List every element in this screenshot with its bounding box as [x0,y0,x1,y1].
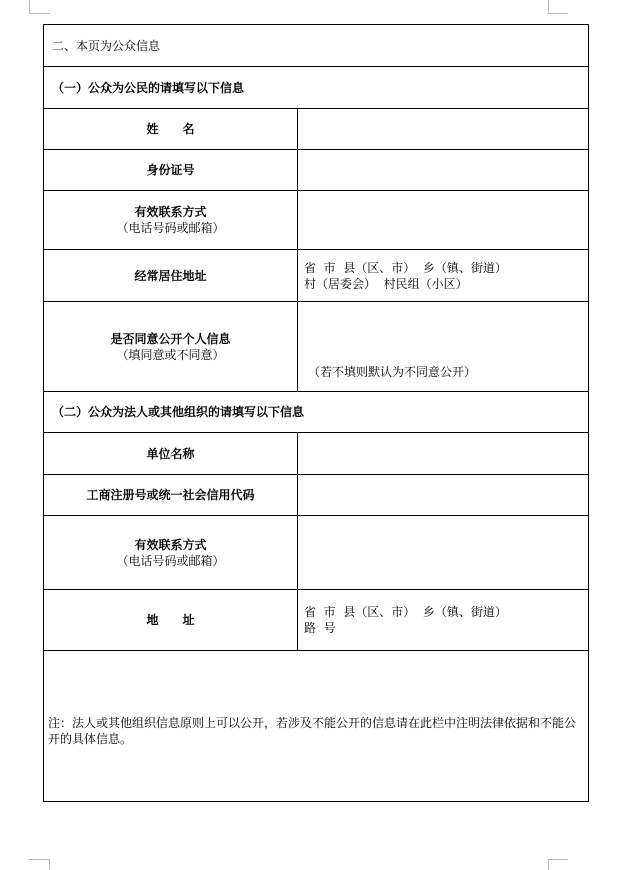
org-contact-label: 有效联系方式 [134,537,207,552]
address-field[interactable] [298,250,589,302]
org-contact-field[interactable] [298,516,589,590]
crop-mark-bottom-left [49,859,50,870]
org-address-line-1: 省 市 县（区、市） 乡（镇、街道） [304,605,507,619]
consent-hint: （填同意或不同意） [116,347,225,362]
name-field[interactable] [298,109,589,150]
unit-name-label: 单位名称 [146,446,195,461]
org-address-label: 地址 [146,613,219,627]
consent-default-note: （若不填则默认为不同意公开） [308,364,477,379]
id-label-cell [44,150,298,191]
citizen-section-title: （一）公众为公民的请填写以下信息 [44,67,589,109]
address-label: 经常居住地址 [134,268,207,283]
consent-label-cell [44,302,298,392]
id-number-field[interactable] [298,150,589,191]
note-field[interactable] [44,651,589,802]
org-address-label-cell [44,590,298,651]
crop-mark-top-left [29,0,30,14]
credit-code-field[interactable] [298,475,589,516]
section-title: 二、本页为公众信息 [44,25,589,67]
public-info-form [43,24,589,802]
name-label-cell [44,109,298,150]
crop-mark-bottom-right-h [548,859,568,860]
crop-mark-bottom-left-h [29,859,50,860]
org-contact-hint: （电话号码或邮箱） [116,553,225,568]
org-address-field[interactable] [298,590,589,651]
crop-mark-top-right [548,0,549,14]
consent-label: 是否同意公开个人信息 [110,331,231,346]
crop-mark-bottom-right [548,859,549,870]
address-line-2: 村（居委会） 村民组（小区） [304,276,468,291]
consent-field[interactable] [298,302,589,392]
name-label: 姓名 [146,122,219,136]
address-line-1: 省 市 县（区、市） 乡（镇、街道） [304,260,507,275]
note-text: 注：法人或其他组织信息原则上可以公开，若涉及不能公开的信息请在此栏中注明法律依据和不能公开的具体信息。 [48,716,577,746]
unit-label-cell [44,433,298,475]
contact-label: 有效联系方式 [134,205,207,219]
id-number-label: 身份证号 [146,163,195,177]
org-contact-label-cell [44,516,298,590]
code-label-cell [44,475,298,516]
address-label-cell [44,250,298,302]
unit-name-field[interactable] [298,433,589,475]
credit-code-label: 工商注册号或统一社会信用代码 [86,488,255,502]
contact-field[interactable] [298,191,589,250]
contact-label-cell [44,191,298,250]
org-address-line-2: 路 号 [304,621,336,635]
crop-mark-top-right-h [548,13,568,14]
contact-hint: （电话号码或邮箱） [116,221,225,235]
crop-mark-top-left-h [30,13,50,14]
org-section-title: （二）公众为法人或其他组织的请填写以下信息 [44,392,589,433]
